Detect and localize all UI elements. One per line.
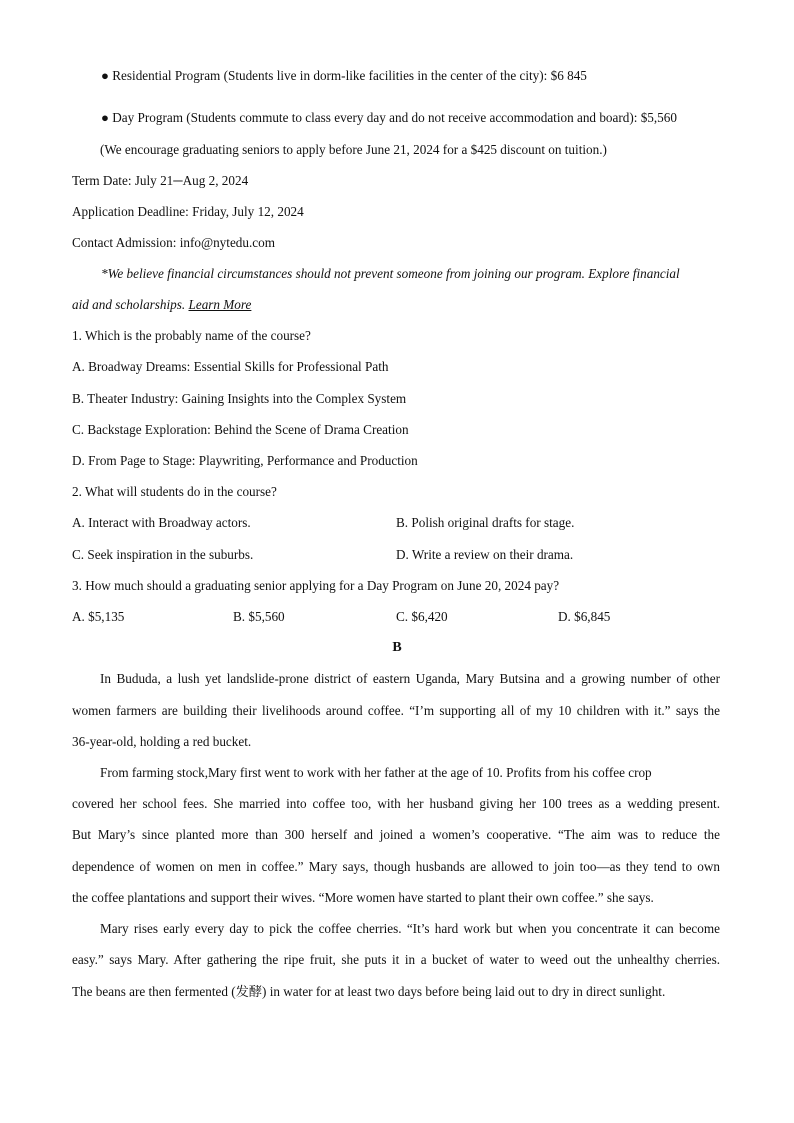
paragraph-3-line-2: easy.” says Mary. After gathering the ripe fruit, she puts it in a bucket of water to weed out the unhealthy cherries. (72, 952, 720, 967)
paragraph-1-line-1: In Bududa, a lush yet landslide-prone district of eastern Uganda, Mary Butsina and a growing number of other (100, 671, 720, 686)
paragraph-1-line-2: women farmers are building their livelihoods around coffee. “I’m supporting all of my 10 children with it.” says the (72, 703, 720, 718)
discount-note: (We encourage graduating seniors to apply before June 21, 2024 for a $425 discount on tuition.) (100, 142, 607, 157)
section-b-heading: B (392, 640, 402, 655)
paragraph-3-line-3: The beans are then fermented (发酵) in water for at least two days before being laid out to dry in direct sunlight. (72, 984, 666, 999)
residential-program-line: ● Residential Program (Students live in dorm-like facilities in the center of the city): $6 845 (101, 68, 587, 83)
financial-aid-text: aid and scholarships. (72, 297, 186, 312)
question-1-option-c: C. Backstage Exploration: Behind the Scene of Drama Creation (72, 422, 409, 437)
question-3-stem: 3. How much should a graduating senior applying for a Day Program on June 20, 2024 pay? (72, 578, 560, 593)
question-2-stem: 2. What will students do in the course? (72, 484, 277, 499)
question-2-option-a: A. Interact with Broadway actors. (72, 515, 251, 530)
question-2-option-d: D. Write a review on their drama. (396, 547, 574, 562)
question-1-option-d: D. From Page to Stage: Playwriting, Performance and Production (72, 453, 418, 468)
paragraph-2-line-4: dependence of women on men in coffee.” Mary says, though husbands are allowed to join too—as they tend to own (72, 859, 720, 874)
question-3-option-b: B. $5,560 (233, 609, 285, 624)
term-date: Term Date: July 21─Aug 2, 2024 (72, 173, 249, 188)
question-3-option-a: A. $5,135 (72, 609, 125, 624)
application-deadline: Application Deadline: Friday, July 12, 2024 (72, 204, 304, 219)
paragraph-3-line-1: Mary rises early every day to pick the coffee cherries. “It’s hard work but when you concentrate it can become (100, 921, 720, 936)
question-1-option-a: A. Broadway Dreams: Essential Skills for Professional Path (72, 359, 389, 374)
question-1-stem: 1. Which is the probably name of the course? (72, 328, 311, 343)
question-1-option-b: B. Theater Industry: Gaining Insights into the Complex System (72, 391, 407, 406)
contact-admission: Contact Admission: info@nytedu.com (72, 235, 275, 250)
learn-more-link[interactable]: Learn More (188, 297, 252, 312)
question-3-option-d: D. $6,845 (558, 609, 611, 624)
paragraph-2-line-1: From farming stock,Mary first went to work with her father at the age of 10. Profits from his coffee crop (100, 765, 652, 780)
paragraph-2-line-5: the coffee plantations and support their wives. “More women have started to plant their own coffee.” she says. (72, 890, 654, 905)
question-3-option-c: C. $6,420 (396, 609, 448, 624)
paragraph-1-line-3: 36-year-old, holding a red bucket. (72, 734, 252, 749)
financial-aid-line2 (72, 297, 251, 313)
paragraph-2-line-2: covered her school fees. She married into coffee too, with her husband giving her 100 trees as a wedding present. (72, 796, 720, 811)
question-2-option-b: B. Polish original drafts for stage. (396, 515, 575, 530)
paragraph-2-line-3: But Mary’s since planted more than 300 herself and joined a women’s cooperative. “The aim was to reduce the (72, 827, 720, 842)
question-2-option-c: C. Seek inspiration in the suburbs. (72, 547, 254, 562)
day-program-line: ● Day Program (Students commute to class every day and do not receive accommodation and board): $5,560 (101, 110, 677, 125)
financial-aid-line1: *We believe financial circumstances should not prevent someone from joining our program. Explore financial (101, 266, 680, 281)
